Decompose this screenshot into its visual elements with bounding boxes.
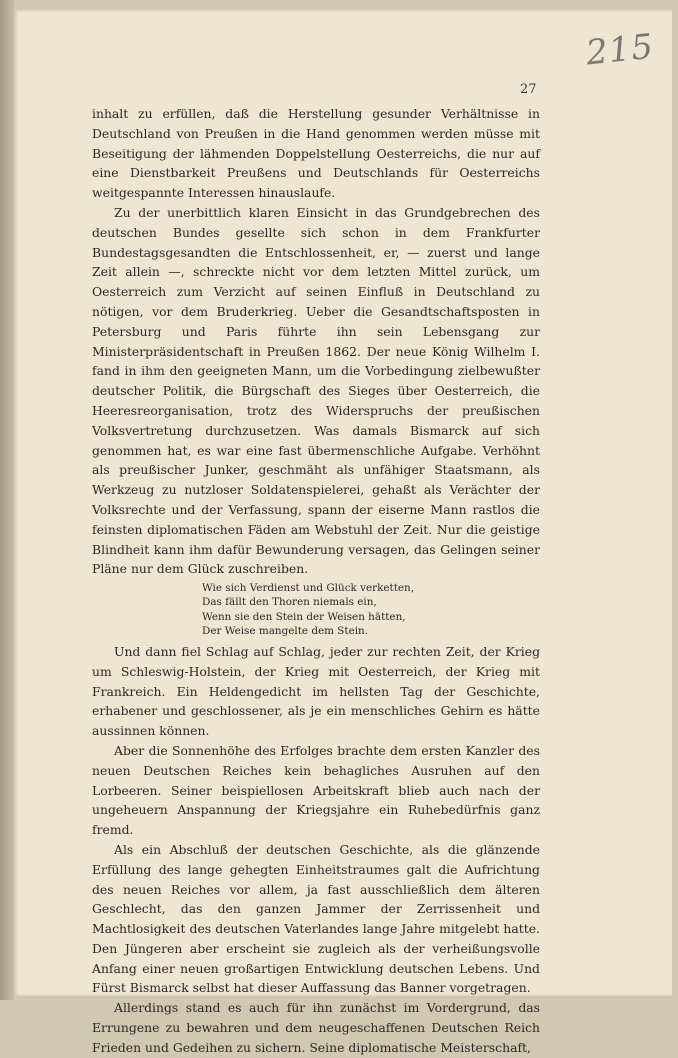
paragraph: Als ein Abschluß der deutschen Geschichte, als die glänzende Erfüllung des lange gehegten Einheitstraumes galt die Aufrichtung des neuen Reiches vor allem, ja fast ausschließlich dem älteren Geschlecht, das den ganzen Jammer der Zerrissenheit und Machtlosigkeit des deutschen Vaterlandes lange Jahre mitgelebt hatte. Den Jüngeren aber erscheint sie zugleich als der verheißungsvolle Anfang einer neuen großartigen Entwicklung deutschen Lebens. Und Fürst Bismarck selbst hat dieser Auffassung das Banner vorgetragen.: [92, 841, 540, 996]
poem-line: Das fällt den Thoren niemals ein,: [202, 596, 377, 609]
paragraph: inhalt zu erfüllen, daß die Herstellung gesunder Verhältnisse in Deutschland von Preußen in die Hand genommen werden müsse mit Beseitigung der lähmenden Doppelstellung Oesterreichs, die nur auf eine Dienstbarkeit Preußens und Deutschlands für Oesterreichs weitgespannte Interessen hinauslaufe.: [92, 106, 540, 201]
paragraph: Zu der unerbittlich klaren Einsicht in das Grundgebrechen des deutschen Bundes gesellte sich schon in dem Frankfurter Bundestagsgesandten die Entschlossenheit, er, — zuerst und lange Zeit allein —, schreckte nicht vor dem letzten Mittel zurück, um Oesterreich zum Verzicht auf seinen Einfluß in Deutschland zu nötigen, vor dem Bruderkrieg. Ueber die Gesandtschaftsposten in Petersburg und Paris führte ihn sein Lebensgang zur Ministerpräsidentschaft in Preußen 1862. Der neue König Wilhelm I. fand in ihm den geeigneten Mann, um die Vorbedingung zielbewußter deutscher Politik, die Bürgschaft des Sieges über Oesterreich, die Heeresreorganisation, trotz des Widerspruchs der preußischen Volksvertretung durchzusetzen. Was damals Bismarck auf sich genommen hat, es war eine fast übermenschliche Aufgabe. Verhöhnt als preußischer Junker, geschmäht als unfähiger Staatsmann, als Werkzeug zu nutzloser Soldatenspielerei, gehaßt als Verächter der Volksrechte und der Verfassung, spann der eiserne Mann rastlos die feinsten diplomatischen Fäden am Webstuhl der Zeit. Nur die geistige Blindheit kann ihm dafür Bewunderung versagen, das Gelingen seiner Pläne nur dem Glück zuschreiben.: [92, 204, 540, 577]
page-number: 27: [520, 82, 537, 97]
paragraph: Und dann fiel Schlag auf Schlag, jeder zur rechten Zeit, der Krieg um Schleswig-Holstein, der Krieg mit Oesterreich, der Krieg mit Frankreich. Ein Heldengedicht im hellsten Tag der Geschichte, erhabener und geschlossener, als je ein menschliches Gehirn es hätte aussinnen können.: [92, 643, 540, 739]
poem-line: Wie sich Verdienst und Glück verketten,: [202, 582, 415, 595]
paragraph: Aber die Sonnenhöhe des Erfolges brachte dem ersten Kanzler des neuen Deutschen Reiches kein behagliches Ausruhen auf den Lorbeeren. Seiner beispiellosen Arbeitskraft blieb auch nach der ungeheuern Anspannung der Kriegsjahre ein Ruhebedürfnis ganz fremd.: [92, 742, 540, 838]
paragraph: Allerdings stand es auch für ihn zunächst im Vordergrund, das Errungene zu bewahren und dem neugeschaffenen Deutschen Reich Frieden und Gedeihen zu sichern. Seine diplomatische Meisterschaft,: [92, 1000, 540, 1055]
page-body: [92, 104, 540, 1058]
poem-quote: [92, 581, 540, 638]
poem-line: Wenn sie den Stein der Weisen hätten,: [202, 610, 406, 623]
poem-line: Der Weise mangelte dem Stein.: [202, 624, 369, 637]
book-spine-edge: [0, 0, 14, 1000]
handwritten-folio-number: 215: [584, 26, 656, 74]
